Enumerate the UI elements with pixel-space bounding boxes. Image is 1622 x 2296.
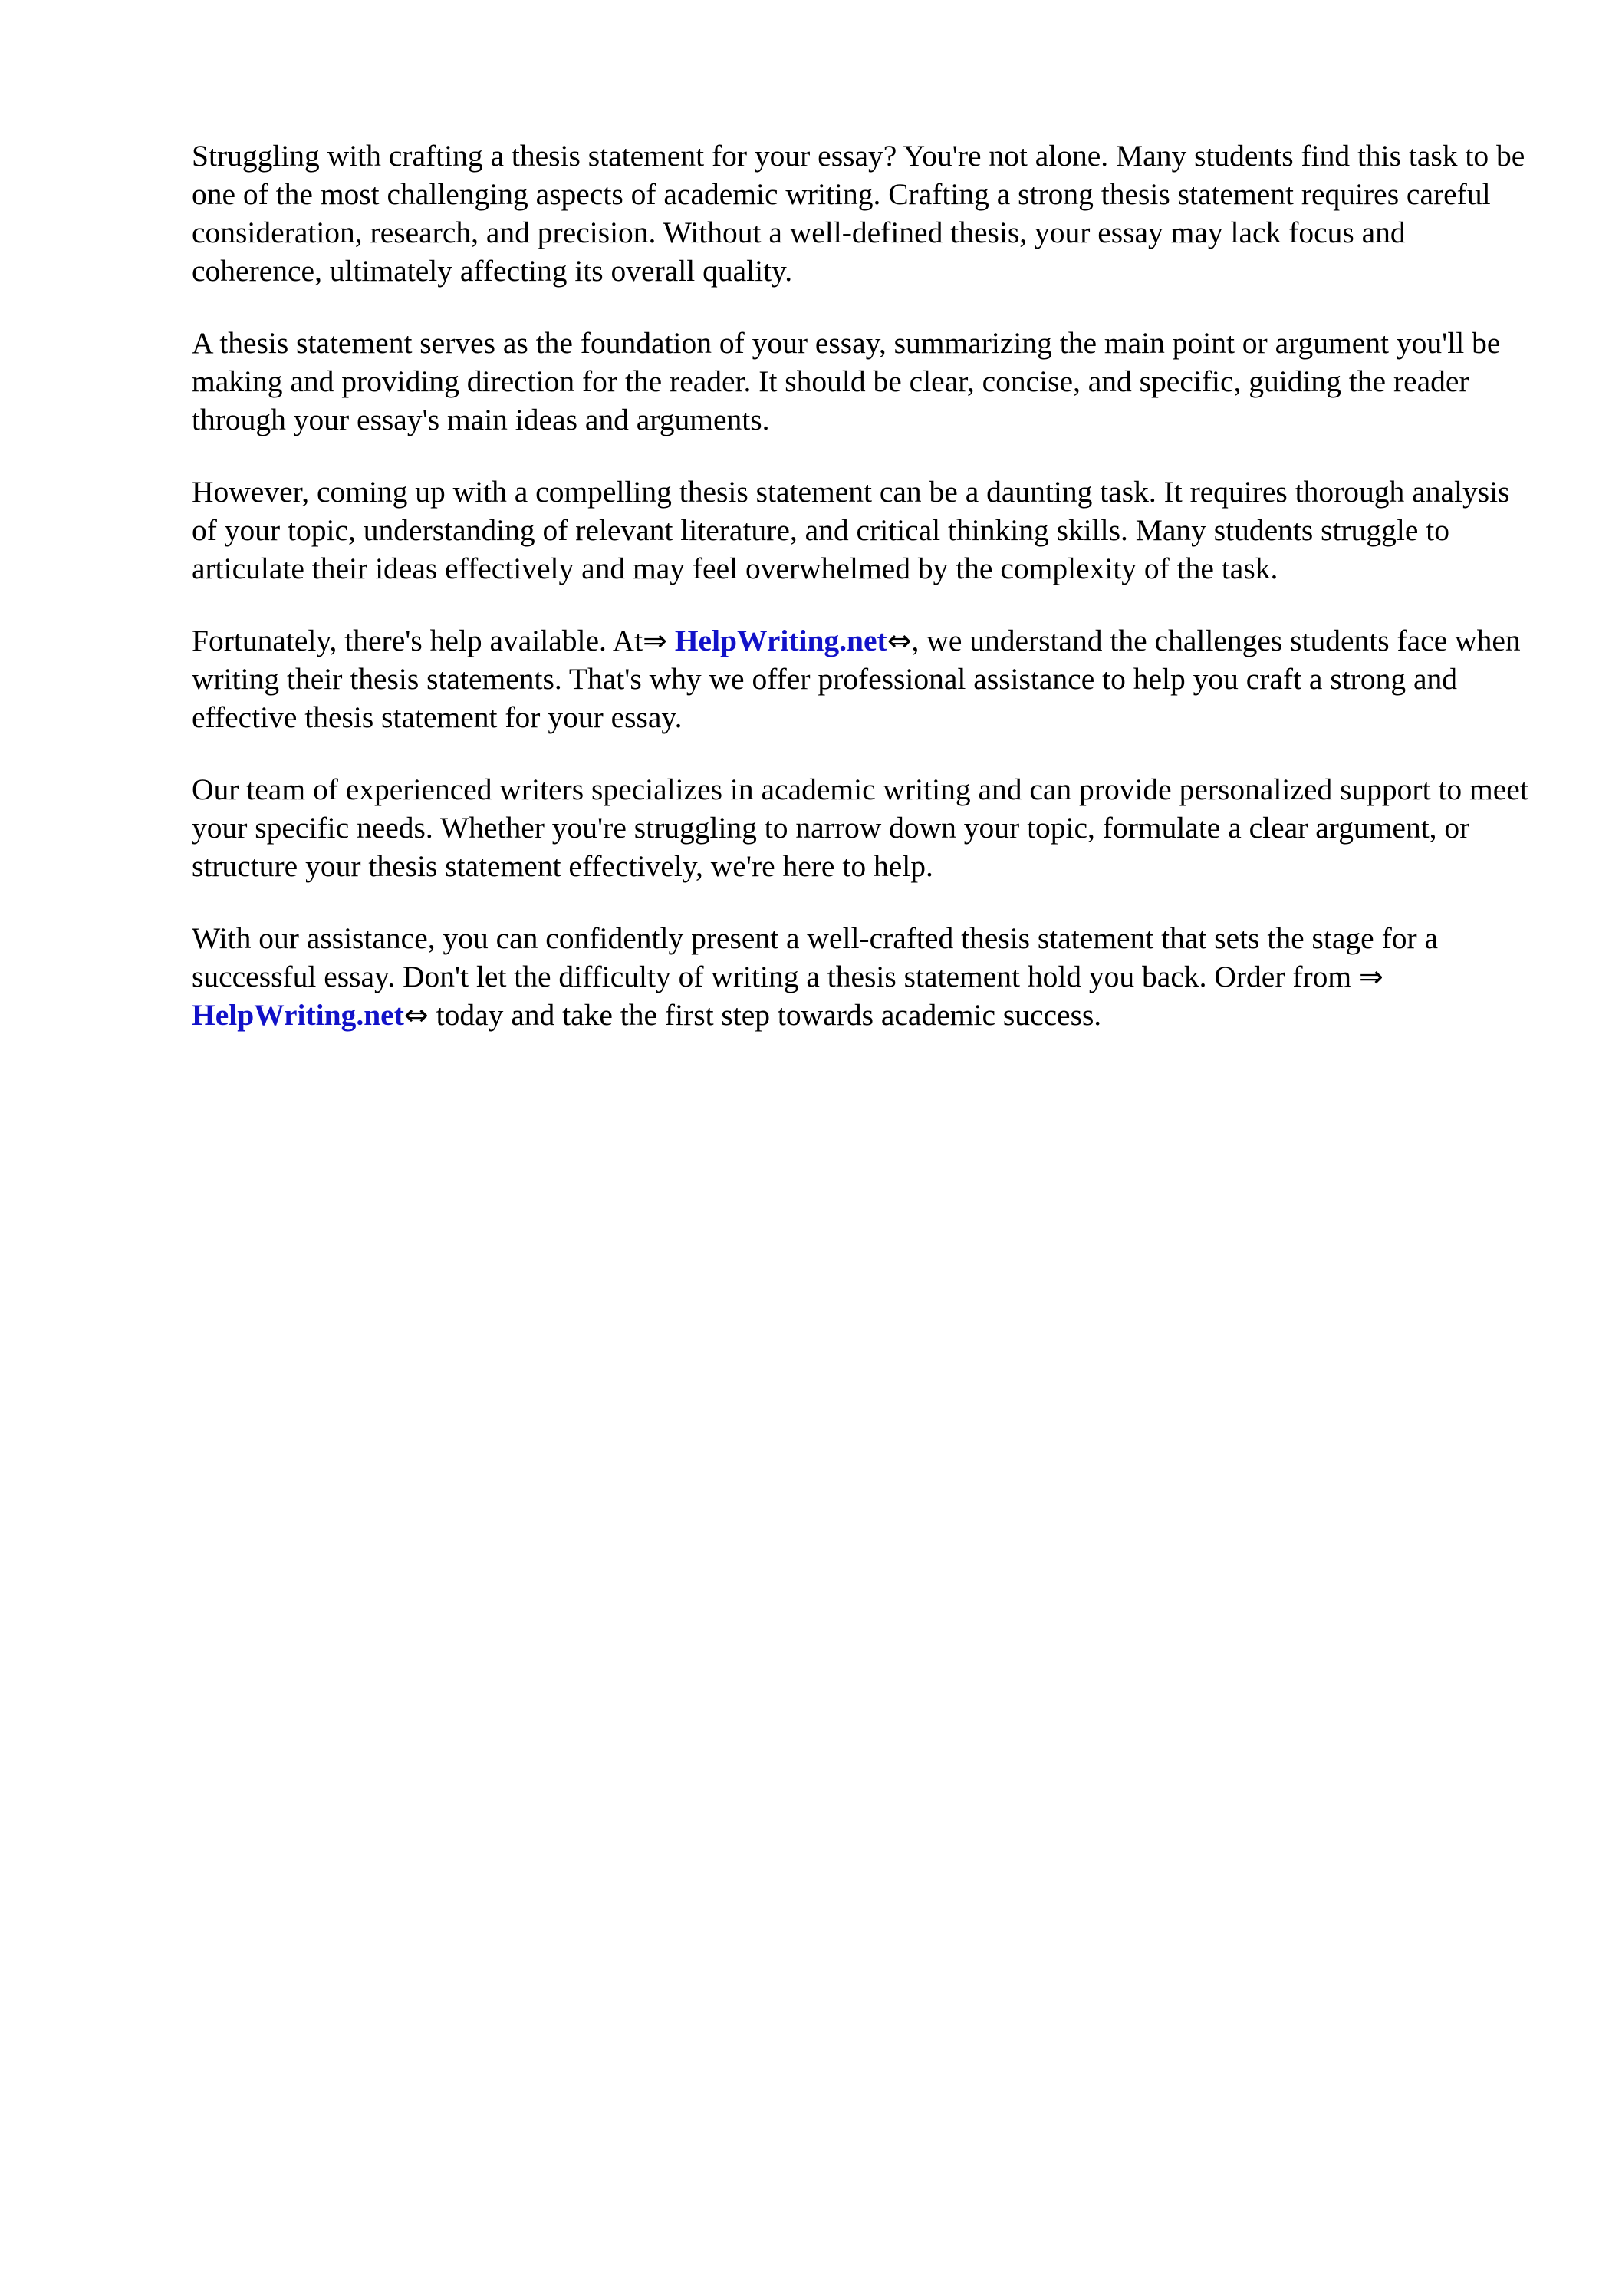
- document-body: [192, 137, 1530, 1068]
- double-arrow-icon: ⇔: [403, 998, 429, 1032]
- paragraph-challenge: However, coming up with a compelling thesis statement can be a daunting task. It requires thorough analysis of your topic, understanding of relevant literature, and critical thinking skills. Many students struggle to articulate their ideas effectively and may feel overwhelmed by the complexity of the task.: [192, 475, 1510, 585]
- helpwriting-link[interactable]: HelpWriting.net: [674, 624, 887, 657]
- helpwriting-link[interactable]: HelpWriting.net: [192, 998, 404, 1032]
- double-arrow-icon: ⇔: [887, 624, 912, 657]
- paragraph-intro: Struggling with crafting a thesis statement for your essay? You're not alone. Many students find this task to be one of the most challenging aspects of academic writing. Crafting a strong thesis statement requires careful consideration, research, and precision. Without a well-defined thesis, your essay may lack focus and coherence, ultimately affecting its overall quality.: [192, 139, 1525, 288]
- cta-text-after: today and take the first step towards academic success.: [428, 998, 1102, 1032]
- paragraph-thesis-definition: A thesis statement serves as the foundation of your essay, summarizing the main point or argument you'll be making and providing direction for the reader. It should be clear, concise, and specific, guiding the reader through your essay's main ideas and arguments.: [192, 326, 1501, 436]
- paragraph-help-offer: [192, 621, 1530, 736]
- help-offer-text-before: Fortunately, there's help available. At: [192, 624, 643, 657]
- paragraph-team: Our team of experienced writers specializes in academic writing and can provide personalized support to meet your specific needs. Whether you're struggling to narrow down your topic, formulate a clear argument, or structure your thesis statement effectively, we're here to help.: [192, 772, 1528, 883]
- paragraph-call-to-action: [192, 919, 1530, 1034]
- right-arrow-icon: ⇒: [1359, 960, 1383, 993]
- cta-text-before: With our assistance, you can confidently present a well-crafted thesis statement that sets the stage for a successful essay. Don't let the difficulty of writing a thesis statement hold you back. Order from: [192, 921, 1439, 993]
- right-arrow-icon: ⇒: [643, 624, 667, 657]
- help-offer-text-after: , we understand the challenges students face when writing their thesis statements. That's why we offer professional assistance to help you craft a strong and effective thesis statement for your essay.: [192, 624, 1521, 734]
